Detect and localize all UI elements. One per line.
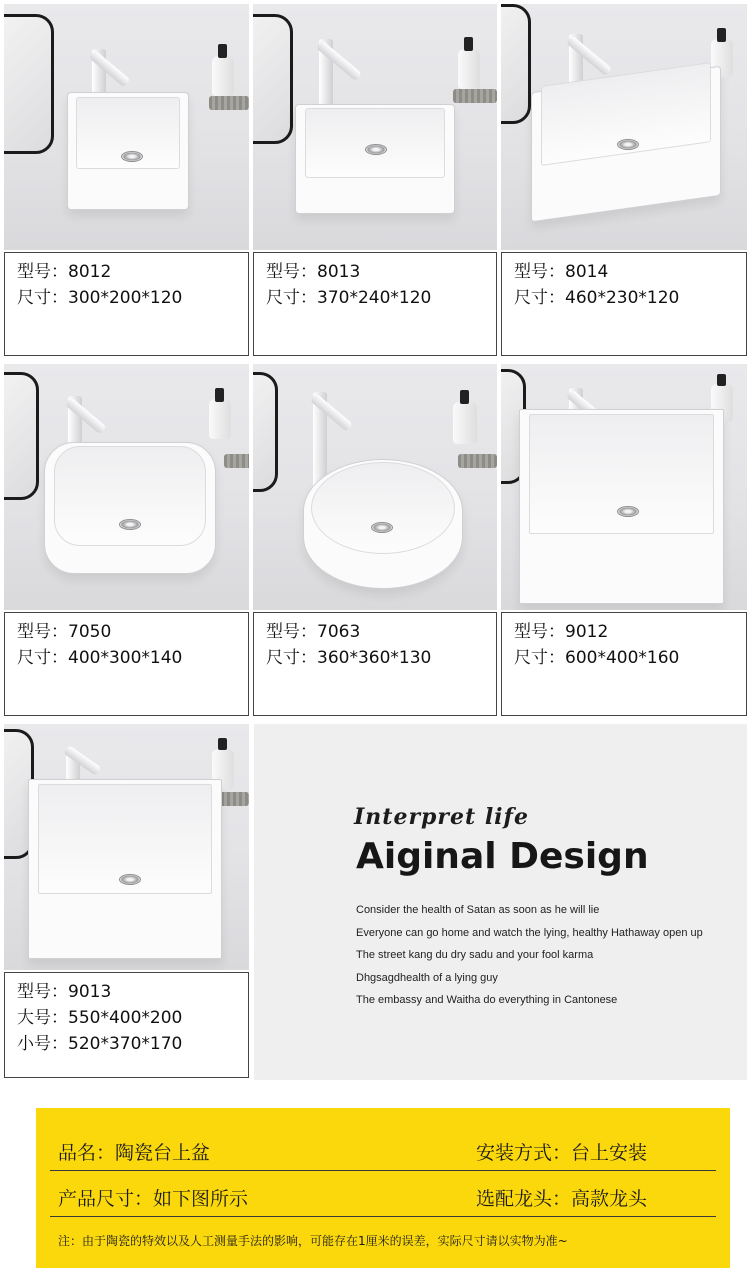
product-photo-9013 (4, 724, 249, 970)
spec-box-8013 (253, 252, 497, 356)
size-value: 400*300*140 (68, 648, 183, 668)
model-value: 9012 (565, 622, 609, 642)
product-size-label: 产品尺寸： (58, 1188, 154, 1210)
spec-box-9012 (501, 612, 747, 716)
model-label: 型号： (17, 982, 68, 1002)
size-value: 370*240*120 (317, 288, 432, 308)
product-photo-8013 (253, 4, 497, 250)
product-photo-7050 (4, 364, 249, 610)
size-value: 360*360*130 (317, 648, 432, 668)
design-line: Consider the health of Satan as soon as he will lie (356, 904, 600, 916)
model-label: 型号： (514, 262, 565, 282)
faucet-option-value: 高款龙头 (571, 1188, 648, 1210)
large-size-value: 550*400*200 (68, 1008, 183, 1028)
design-line: Dhgsagdhealth of a lying guy (356, 971, 498, 984)
design-text-lines (356, 899, 703, 1012)
size-label: 尺寸： (266, 288, 317, 308)
model-value: 7063 (317, 622, 361, 642)
spec-box-9013 (4, 972, 249, 1078)
product-name-label: 品名： (58, 1142, 116, 1164)
product-photo-8012 (4, 4, 249, 250)
info-divider (50, 1170, 716, 1171)
model-label: 型号： (17, 262, 68, 282)
size-label: 尺寸： (17, 288, 68, 308)
design-script-heading: Interpret life (354, 804, 530, 830)
spec-box-8012 (4, 252, 249, 356)
size-label: 尺寸： (514, 648, 565, 668)
model-label: 型号： (266, 262, 317, 282)
faucet-option-label: 选配龙头： (476, 1188, 572, 1210)
design-line: Everyone can go home and watch the lying, healthy Hathaway open up (356, 926, 703, 939)
measurement-note: 注：由于陶瓷的特效以及人工测量手法的影响，可能存在1厘米的误差，实际尺寸请以实物为准~ (58, 1234, 568, 1248)
model-label: 型号： (17, 622, 68, 642)
design-line: The street kang du dry sadu and your fool karma (356, 949, 594, 961)
product-info-panel (36, 1108, 730, 1268)
design-panel (254, 724, 747, 1080)
size-value: 300*200*120 (68, 288, 183, 308)
model-value: 8012 (68, 262, 112, 282)
size-label: 尺寸： (266, 648, 317, 668)
install-method-value: 台上安装 (571, 1142, 648, 1164)
small-size-value: 520*370*170 (68, 1034, 183, 1054)
size-label: 尺寸： (17, 648, 68, 668)
spec-box-7050 (4, 612, 249, 716)
product-size-value: 如下图所示 (153, 1188, 249, 1210)
size-value: 460*230*120 (565, 288, 680, 308)
info-divider (50, 1216, 716, 1217)
design-title: Aiginal Design (356, 836, 649, 877)
large-size-label: 大号： (17, 1008, 68, 1028)
model-value: 8013 (317, 262, 361, 282)
spec-box-7063 (253, 612, 497, 716)
install-method-label: 安装方式： (476, 1142, 572, 1164)
small-size-label: 小号： (17, 1034, 68, 1054)
info-row-name-install (58, 1138, 708, 1172)
model-value: 9013 (68, 982, 112, 1002)
model-value: 8014 (565, 262, 609, 282)
design-line: The embassy and Waitha do everything in Cantonese (356, 994, 618, 1006)
product-name-value: 陶瓷台上盆 (115, 1142, 211, 1164)
model-value: 7050 (68, 622, 112, 642)
product-photo-7063 (253, 364, 497, 610)
model-label: 型号： (266, 622, 317, 642)
spec-box-8014 (501, 252, 747, 356)
product-photo-8014 (501, 4, 747, 250)
product-photo-9012 (501, 364, 747, 610)
info-row-size-faucet (58, 1184, 708, 1218)
model-label: 型号： (514, 622, 565, 642)
size-label: 尺寸： (514, 288, 565, 308)
size-value: 600*400*160 (565, 648, 680, 668)
